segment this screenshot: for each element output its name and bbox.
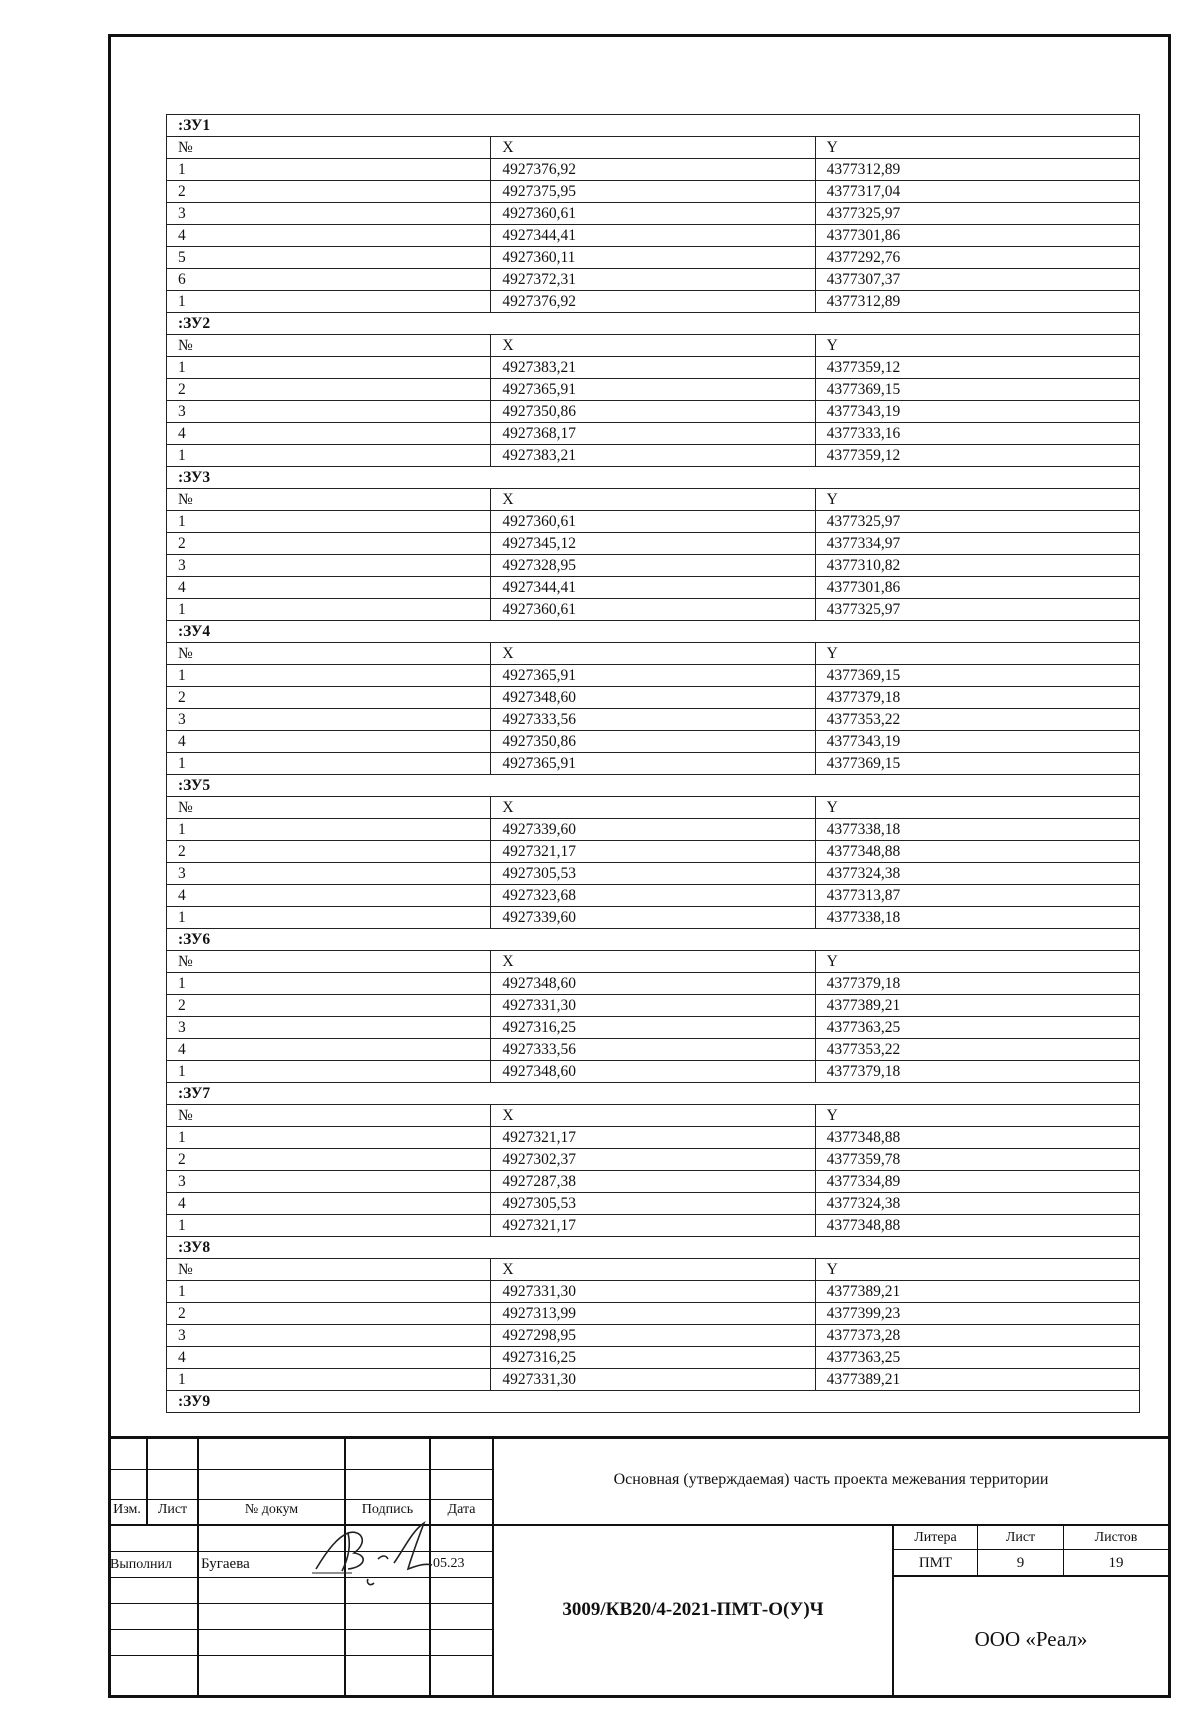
point-number: 3 — [167, 863, 491, 885]
y-coordinate: 4377379,18 — [815, 973, 1139, 995]
point-number: 4 — [167, 885, 491, 907]
point-number: 4 — [167, 577, 491, 599]
x-coordinate: 4927376,92 — [491, 291, 815, 313]
point-number: 3 — [167, 709, 491, 731]
y-coordinate: 4377399,23 — [815, 1303, 1139, 1325]
table-row — [167, 291, 1140, 313]
point-number: 2 — [167, 687, 491, 709]
column-header-row — [167, 797, 1140, 819]
x-coordinate: 4927368,17 — [491, 423, 815, 445]
table-row — [167, 159, 1140, 181]
table-row — [167, 973, 1140, 995]
y-coordinate: 4377373,28 — [815, 1325, 1139, 1347]
y-coordinate: 4377389,21 — [815, 1281, 1139, 1303]
y-coordinate: 4377334,89 — [815, 1171, 1139, 1193]
x-coordinate: 4927365,91 — [491, 379, 815, 401]
y-coordinate: 4377348,88 — [815, 1215, 1139, 1237]
header-x: X — [491, 137, 815, 159]
parcel-heading-row — [167, 775, 1140, 797]
point-number: 1 — [167, 1215, 491, 1237]
x-coordinate: 4927348,60 — [491, 687, 815, 709]
y-coordinate: 4377324,38 — [815, 1193, 1139, 1215]
table-row — [167, 1369, 1140, 1391]
header-x: X — [491, 643, 815, 665]
table-row — [167, 1039, 1140, 1061]
parcel-heading-row — [167, 929, 1140, 951]
x-coordinate: 4927383,21 — [491, 357, 815, 379]
table-row — [167, 401, 1140, 423]
point-number: 1 — [167, 753, 491, 775]
x-coordinate: 4927333,56 — [491, 1039, 815, 1061]
document-title: Основная (утверждаемая) часть проекта межевания территории — [613, 1471, 1049, 1488]
table-row — [167, 1215, 1140, 1237]
y-coordinate: 4377338,18 — [815, 819, 1139, 841]
y-coordinate: 4377353,22 — [815, 1039, 1139, 1061]
point-number: 4 — [167, 1193, 491, 1215]
parcel-heading-row — [167, 115, 1140, 137]
point-number: 3 — [167, 555, 491, 577]
point-number: 1 — [167, 907, 491, 929]
point-number: 1 — [167, 445, 491, 467]
x-coordinate: 4927321,17 — [491, 1127, 815, 1149]
y-coordinate: 4377343,19 — [815, 401, 1139, 423]
y-coordinate: 4377313,87 — [815, 885, 1139, 907]
point-number: 1 — [167, 357, 491, 379]
table-row — [167, 247, 1140, 269]
y-coordinate: 4377359,12 — [815, 357, 1139, 379]
column-header-row — [167, 951, 1140, 973]
y-coordinate: 4377301,86 — [815, 577, 1139, 599]
x-coordinate: 4927316,25 — [491, 1017, 815, 1039]
table-row — [167, 577, 1140, 599]
header-number: № — [167, 1259, 491, 1281]
parcel-heading-row — [167, 621, 1140, 643]
header-number: № — [167, 643, 491, 665]
header-number: № — [167, 1105, 491, 1127]
y-coordinate: 4377359,12 — [815, 445, 1139, 467]
x-coordinate: 4927331,30 — [491, 1281, 815, 1303]
document-code: 3009/КВ20/4-2021-ПМТ-О(У)Ч — [562, 1599, 824, 1620]
stamp-col-list: Лист — [157, 1502, 188, 1517]
parcel-heading-row — [167, 313, 1140, 335]
point-number: 2 — [167, 379, 491, 401]
parcel-heading-row — [167, 1391, 1140, 1413]
y-coordinate: 4377325,97 — [815, 203, 1139, 225]
x-coordinate: 4927383,21 — [491, 445, 815, 467]
header-y: Y — [815, 489, 1139, 511]
y-coordinate: 4377389,21 — [815, 995, 1139, 1017]
y-coordinate: 4377325,97 — [815, 511, 1139, 533]
y-coordinate: 4377353,22 — [815, 709, 1139, 731]
x-coordinate: 4927350,86 — [491, 731, 815, 753]
x-coordinate: 4927360,61 — [491, 203, 815, 225]
header-x: X — [491, 1259, 815, 1281]
point-number: 1 — [167, 511, 491, 533]
point-number: 1 — [167, 665, 491, 687]
x-coordinate: 4927302,37 — [491, 1149, 815, 1171]
x-coordinate: 4927298,95 — [491, 1325, 815, 1347]
organization-name: ООО «Реал» — [974, 1627, 1088, 1651]
table-row — [167, 1061, 1140, 1083]
table-row — [167, 445, 1140, 467]
table-row — [167, 753, 1140, 775]
y-coordinate: 4377333,16 — [815, 423, 1139, 445]
table-row — [167, 555, 1140, 577]
signature-image — [308, 1519, 438, 1589]
header-y: Y — [815, 643, 1139, 665]
x-coordinate: 4927372,31 — [491, 269, 815, 291]
table-row — [167, 379, 1140, 401]
x-coordinate: 4927321,17 — [491, 841, 815, 863]
header-number: № — [167, 951, 491, 973]
y-coordinate: 4377312,89 — [815, 159, 1139, 181]
parcel-label: :ЗУ1 — [167, 115, 1140, 137]
header-y: Y — [815, 797, 1139, 819]
parcel-label: :ЗУ9 — [167, 1391, 1140, 1413]
header-x: X — [491, 1105, 815, 1127]
y-coordinate: 4377369,15 — [815, 753, 1139, 775]
header-y: Y — [815, 1259, 1139, 1281]
table-row — [167, 1347, 1140, 1369]
table-row — [167, 1017, 1140, 1039]
column-header-row — [167, 1259, 1140, 1281]
header-number: № — [167, 137, 491, 159]
table-row — [167, 203, 1140, 225]
performed-by-label: Выполнил — [110, 1557, 173, 1572]
x-coordinate: 4927305,53 — [491, 863, 815, 885]
parcel-label: :ЗУ3 — [167, 467, 1140, 489]
table-row — [167, 1281, 1140, 1303]
column-header-row — [167, 335, 1140, 357]
x-coordinate: 4927331,30 — [491, 1369, 815, 1391]
y-coordinate: 4377389,21 — [815, 1369, 1139, 1391]
table-row — [167, 533, 1140, 555]
point-number: 3 — [167, 401, 491, 423]
column-header-row — [167, 643, 1140, 665]
table-row — [167, 731, 1140, 753]
point-number: 2 — [167, 995, 491, 1017]
point-number: 4 — [167, 423, 491, 445]
y-coordinate: 4377334,97 — [815, 533, 1139, 555]
point-number: 1 — [167, 1061, 491, 1083]
point-number: 3 — [167, 1171, 491, 1193]
y-coordinate: 4377312,89 — [815, 291, 1139, 313]
y-coordinate: 4377325,97 — [815, 599, 1139, 621]
table-row — [167, 1325, 1140, 1347]
column-header-row — [167, 1105, 1140, 1127]
table-row — [167, 863, 1140, 885]
x-coordinate: 4927360,61 — [491, 599, 815, 621]
point-number: 1 — [167, 1127, 491, 1149]
performer-name: Бугаева — [201, 1556, 250, 1572]
table-row — [167, 1171, 1140, 1193]
point-number: 1 — [167, 1369, 491, 1391]
parcel-label: :ЗУ6 — [167, 929, 1140, 951]
coordinates-table — [166, 114, 1140, 1413]
table-row — [167, 687, 1140, 709]
header-number: № — [167, 489, 491, 511]
parcel-label: :ЗУ8 — [167, 1237, 1140, 1259]
y-coordinate: 4377343,19 — [815, 731, 1139, 753]
column-header-row — [167, 489, 1140, 511]
x-coordinate: 4927313,99 — [491, 1303, 815, 1325]
y-coordinate: 4377379,18 — [815, 687, 1139, 709]
header-x: X — [491, 489, 815, 511]
y-coordinate: 4377363,25 — [815, 1347, 1139, 1369]
table-row — [167, 269, 1140, 291]
stamp-col-doc: № докум — [244, 1502, 299, 1517]
parcel-label: :ЗУ7 — [167, 1083, 1140, 1105]
point-number: 2 — [167, 181, 491, 203]
point-number: 3 — [167, 1017, 491, 1039]
x-coordinate: 4927345,12 — [491, 533, 815, 555]
y-coordinate: 4377307,37 — [815, 269, 1139, 291]
table-row — [167, 181, 1140, 203]
point-number: 2 — [167, 841, 491, 863]
x-coordinate: 4927339,60 — [491, 819, 815, 841]
y-coordinate: 4377348,88 — [815, 1127, 1139, 1149]
sheets-label: Листов — [1094, 1530, 1138, 1545]
table-row — [167, 841, 1140, 863]
x-coordinate: 4927344,41 — [491, 225, 815, 247]
table-row — [167, 995, 1140, 1017]
y-coordinate: 4377324,38 — [815, 863, 1139, 885]
x-coordinate: 4927360,61 — [491, 511, 815, 533]
x-coordinate: 4927287,38 — [491, 1171, 815, 1193]
y-coordinate: 4377363,25 — [815, 1017, 1139, 1039]
table-row — [167, 907, 1140, 929]
point-number: 1 — [167, 819, 491, 841]
x-coordinate: 4927333,56 — [491, 709, 815, 731]
parcel-heading-row — [167, 1083, 1140, 1105]
point-number: 4 — [167, 225, 491, 247]
litera-value: ПМТ — [918, 1555, 953, 1571]
point-number: 6 — [167, 269, 491, 291]
point-number: 4 — [167, 1039, 491, 1061]
table-row — [167, 1193, 1140, 1215]
table-row — [167, 225, 1140, 247]
point-number: 3 — [167, 203, 491, 225]
point-number: 5 — [167, 247, 491, 269]
x-coordinate: 4927348,60 — [491, 973, 815, 995]
header-x: X — [491, 335, 815, 357]
column-header-row — [167, 137, 1140, 159]
header-number: № — [167, 797, 491, 819]
litera-label: Литера — [914, 1530, 957, 1545]
y-coordinate: 4377348,88 — [815, 841, 1139, 863]
x-coordinate: 4927376,92 — [491, 159, 815, 181]
table-row — [167, 423, 1140, 445]
table-row — [167, 357, 1140, 379]
point-number: 1 — [167, 973, 491, 995]
title-block — [108, 1436, 1171, 1698]
table-row — [167, 819, 1140, 841]
x-coordinate: 4927360,11 — [491, 247, 815, 269]
parcel-heading-row — [167, 467, 1140, 489]
parcel-label: :ЗУ2 — [167, 313, 1140, 335]
table-row — [167, 665, 1140, 687]
sheets-total: 19 — [1108, 1555, 1124, 1571]
header-number: № — [167, 335, 491, 357]
parcel-label: :ЗУ4 — [167, 621, 1140, 643]
point-number: 2 — [167, 1303, 491, 1325]
stamp-col-date: Дата — [447, 1502, 476, 1517]
x-coordinate: 4927305,53 — [491, 1193, 815, 1215]
x-coordinate: 4927365,91 — [491, 665, 815, 687]
y-coordinate: 4377359,78 — [815, 1149, 1139, 1171]
point-number: 4 — [167, 1347, 491, 1369]
y-coordinate: 4377310,82 — [815, 555, 1139, 577]
parcel-label: :ЗУ5 — [167, 775, 1140, 797]
x-coordinate: 4927348,60 — [491, 1061, 815, 1083]
x-coordinate: 4927344,41 — [491, 577, 815, 599]
sheet-label: Лист — [1005, 1530, 1036, 1545]
table-row — [167, 1127, 1140, 1149]
table-row — [167, 885, 1140, 907]
table-row — [167, 1149, 1140, 1171]
x-coordinate: 4927365,91 — [491, 753, 815, 775]
header-y: Y — [815, 1105, 1139, 1127]
x-coordinate: 4927375,95 — [491, 181, 815, 203]
x-coordinate: 4927323,68 — [491, 885, 815, 907]
point-number: 3 — [167, 1325, 491, 1347]
x-coordinate: 4927316,25 — [491, 1347, 815, 1369]
table-row — [167, 511, 1140, 533]
y-coordinate: 4377369,15 — [815, 379, 1139, 401]
point-number: 1 — [167, 291, 491, 313]
header-y: Y — [815, 335, 1139, 357]
point-number: 1 — [167, 599, 491, 621]
sign-date: 05.23 — [433, 1556, 465, 1571]
header-x: X — [491, 951, 815, 973]
y-coordinate: 4377379,18 — [815, 1061, 1139, 1083]
parcel-heading-row — [167, 1237, 1140, 1259]
x-coordinate: 4927350,86 — [491, 401, 815, 423]
x-coordinate: 4927331,30 — [491, 995, 815, 1017]
header-y: Y — [815, 137, 1139, 159]
y-coordinate: 4377338,18 — [815, 907, 1139, 929]
sheet-number: 9 — [1016, 1555, 1025, 1571]
y-coordinate: 4377369,15 — [815, 665, 1139, 687]
y-coordinate: 4377317,04 — [815, 181, 1139, 203]
table-row — [167, 1303, 1140, 1325]
x-coordinate: 4927339,60 — [491, 907, 815, 929]
point-number: 2 — [167, 533, 491, 555]
point-number: 2 — [167, 1149, 491, 1171]
point-number: 1 — [167, 1281, 491, 1303]
table-row — [167, 599, 1140, 621]
table-row — [167, 709, 1140, 731]
stamp-col-sign: Подпись — [361, 1502, 414, 1517]
y-coordinate: 4377292,76 — [815, 247, 1139, 269]
x-coordinate: 4927328,95 — [491, 555, 815, 577]
header-y: Y — [815, 951, 1139, 973]
x-coordinate: 4927321,17 — [491, 1215, 815, 1237]
point-number: 1 — [167, 159, 491, 181]
point-number: 4 — [167, 731, 491, 753]
y-coordinate: 4377301,86 — [815, 225, 1139, 247]
stamp-col-izm: Изм. — [113, 1502, 141, 1517]
header-x: X — [491, 797, 815, 819]
